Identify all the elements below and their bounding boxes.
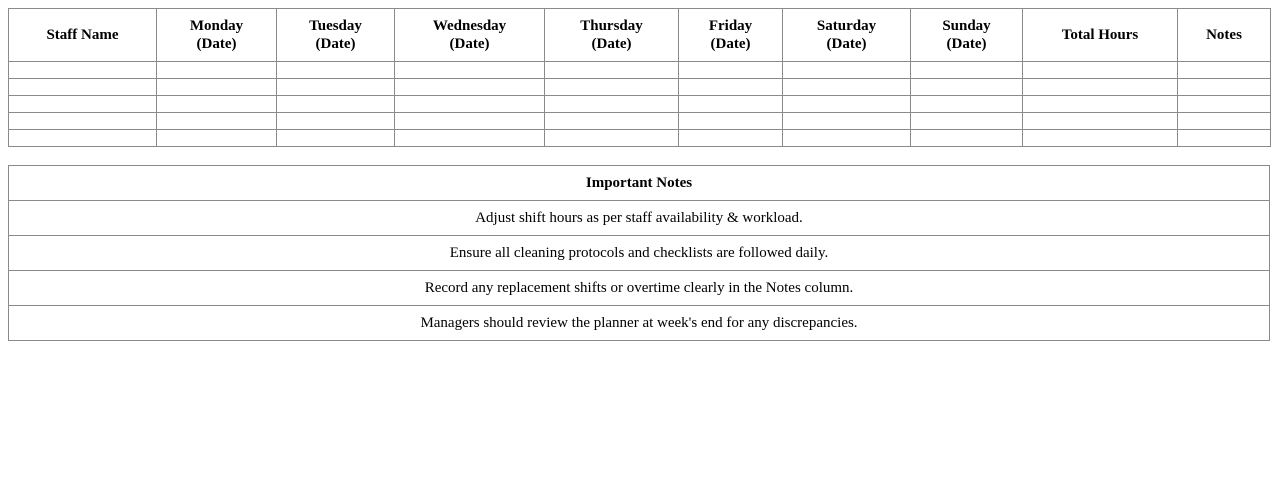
header-label: Notes: [1206, 27, 1242, 43]
header-label: Tuesday: [309, 18, 362, 34]
table-cell[interactable]: [395, 113, 545, 130]
notes-title: Important Notes: [9, 166, 1270, 201]
table-cell[interactable]: [911, 113, 1023, 130]
header-thursday: [545, 9, 679, 62]
important-notes-table: [8, 165, 1270, 341]
schedule-header-row: [9, 9, 1271, 62]
table-cell[interactable]: [157, 113, 277, 130]
note-text: Record any replacement shifts or overtime clearly in the Notes column.: [9, 271, 1270, 306]
table-cell[interactable]: [157, 130, 277, 147]
table-cell[interactable]: [1178, 96, 1271, 113]
table-cell[interactable]: [277, 62, 395, 79]
notes-header-row: [9, 166, 1270, 201]
header-notes: [1178, 9, 1271, 62]
table-cell[interactable]: [277, 130, 395, 147]
header-label: Thursday: [580, 18, 643, 34]
list-item: [9, 201, 1270, 236]
table-row: [9, 113, 1271, 130]
table-cell[interactable]: [679, 113, 783, 130]
table-cell[interactable]: [9, 79, 157, 96]
note-text: Adjust shift hours as per staff availability & workload.: [9, 201, 1270, 236]
table-cell[interactable]: [1023, 113, 1178, 130]
table-cell[interactable]: [911, 62, 1023, 79]
table-cell[interactable]: [277, 79, 395, 96]
table-cell[interactable]: [157, 62, 277, 79]
table-cell[interactable]: [9, 96, 157, 113]
table-cell[interactable]: [157, 79, 277, 96]
header-date-label: (Date): [449, 36, 490, 52]
staff-schedule-table: [8, 8, 1271, 147]
table-cell[interactable]: [395, 62, 545, 79]
table-cell[interactable]: [1023, 79, 1178, 96]
header-total-hours: [1023, 9, 1178, 62]
header-label: Friday: [708, 18, 753, 34]
table-cell[interactable]: [1178, 79, 1271, 96]
table-cell[interactable]: [277, 113, 395, 130]
header-saturday: [783, 9, 911, 62]
table-cell[interactable]: [9, 130, 157, 147]
table-cell[interactable]: [1178, 130, 1271, 147]
header-label: Sunday: [942, 18, 991, 34]
list-item: [9, 306, 1270, 341]
note-text: Managers should review the planner at week's end for any discrepancies.: [9, 306, 1270, 341]
table-row: [9, 79, 1271, 96]
table-cell[interactable]: [679, 96, 783, 113]
header-date-label: (Date): [710, 36, 751, 52]
table-cell[interactable]: [545, 130, 679, 147]
table-cell[interactable]: [1178, 62, 1271, 79]
table-cell[interactable]: [545, 79, 679, 96]
table-cell[interactable]: [783, 130, 911, 147]
header-date-label: (Date): [946, 36, 987, 52]
table-cell[interactable]: [911, 130, 1023, 147]
table-cell[interactable]: [9, 113, 157, 130]
header-staff-name: [9, 9, 157, 62]
table-cell[interactable]: [395, 79, 545, 96]
header-date-label: (Date): [826, 36, 867, 52]
header-label: Total Hours: [1061, 27, 1139, 43]
header-date-label: (Date): [315, 36, 356, 52]
table-cell[interactable]: [1178, 113, 1271, 130]
list-item: [9, 236, 1270, 271]
header-label: Staff Name: [46, 27, 119, 43]
list-item: [9, 271, 1270, 306]
table-row: [9, 62, 1271, 79]
table-row: [9, 96, 1271, 113]
table-cell[interactable]: [9, 62, 157, 79]
table-cell[interactable]: [679, 79, 783, 96]
header-label: Wednesday: [432, 18, 507, 34]
header-date-label: (Date): [591, 36, 632, 52]
table-cell[interactable]: [679, 130, 783, 147]
table-cell[interactable]: [395, 96, 545, 113]
table-cell[interactable]: [783, 62, 911, 79]
table-cell[interactable]: [1023, 96, 1178, 113]
header-tuesday: [277, 9, 395, 62]
table-cell[interactable]: [679, 62, 783, 79]
table-cell[interactable]: [783, 79, 911, 96]
header-label: Saturday: [816, 18, 877, 34]
note-text: Ensure all cleaning protocols and checklists are followed daily.: [9, 236, 1270, 271]
header-sunday: [911, 9, 1023, 62]
header-wednesday: [395, 9, 545, 62]
table-cell[interactable]: [545, 62, 679, 79]
table-cell[interactable]: [545, 96, 679, 113]
header-monday: [157, 9, 277, 62]
table-cell[interactable]: [545, 113, 679, 130]
table-row: [9, 130, 1271, 147]
table-cell[interactable]: [277, 96, 395, 113]
table-cell[interactable]: [911, 96, 1023, 113]
table-cell[interactable]: [1023, 130, 1178, 147]
table-cell[interactable]: [157, 96, 277, 113]
header-friday: [679, 9, 783, 62]
header-date-label: (Date): [196, 36, 237, 52]
table-cell[interactable]: [783, 113, 911, 130]
table-cell[interactable]: [783, 96, 911, 113]
table-cell[interactable]: [911, 79, 1023, 96]
table-cell[interactable]: [1023, 62, 1178, 79]
header-label: Monday: [189, 18, 244, 34]
table-cell[interactable]: [395, 130, 545, 147]
